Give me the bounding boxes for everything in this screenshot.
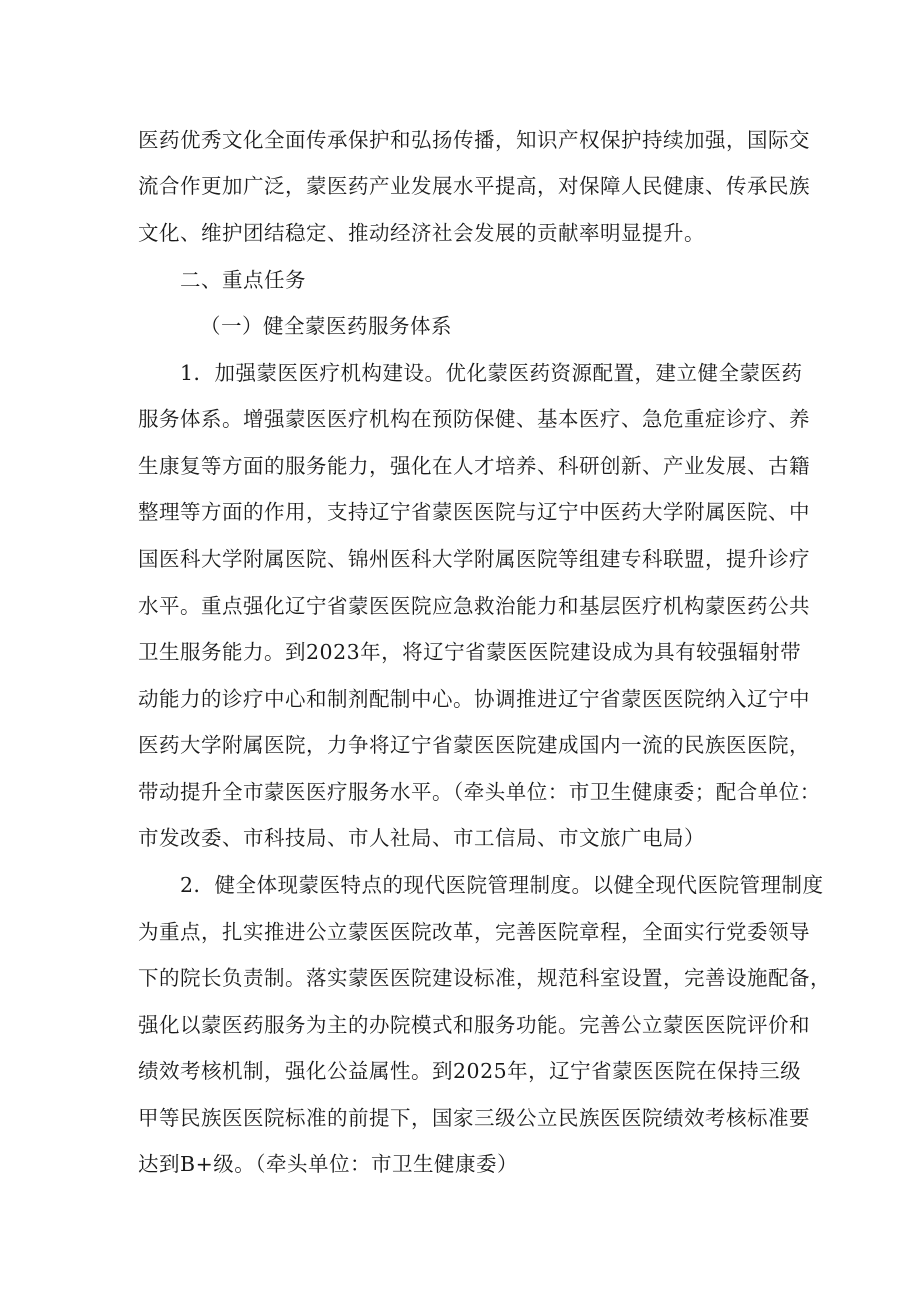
item-2-line: 达到B+级。（牵头单位：市卫生健康委） [138,1152,518,1176]
item-1-line: 生康复等方面的服务能力，强化在人才培养、科研创新、产业发展、古籍 [138,454,810,478]
item-2-line: 强化以蒙医药服务为主的办院模式和服务功能。完善公立蒙医医院评价和 [138,1013,810,1037]
item-1-line: 水平。重点强化辽宁省蒙医医院应急救治能力和基层医疗机构蒙医药公共 [138,594,810,618]
item-2-line: 2．健全体现蒙医特点的现代医院管理制度。以健全现代医院管理制度 [180,873,824,897]
item-1-line: 动能力的诊疗中心和制剂配制中心。协调推进辽宁省蒙医医院纳入辽宁中 [138,687,810,711]
paragraph-line: 医药优秀文化全面传承保护和弘扬传播，知识产权保护持续加强，国际交 [138,128,810,152]
item-2-line: 绩效考核机制，强化公益属性。到2025年，辽宁省蒙医医院在保持三级 [138,1059,802,1083]
item-1-line: 卫生服务能力。到2023年，将辽宁省蒙医医院建设成为具有较强辐射带 [138,640,802,664]
item-2-line: 甲等民族医医院标准的前提下，国家三级公立民族医医院绩效考核标准要 [138,1106,810,1130]
paragraph-line: 流合作更加广泛，蒙医药产业发展水平提高，对保障人民健康、传承民族 [138,174,810,198]
paragraph-line: 文化、维护团结稳定、推动经济社会发展的贡献率明显提升。 [138,221,705,245]
item-2-line: 下的院长负责制。落实蒙医医院建设标准，规范科室设置，完善设施配备， [138,966,831,990]
section-heading: 二、重点任务 [180,268,306,292]
item-1-line: 整理等方面的作用，支持辽宁省蒙医医院与辽宁中医药大学附属医院、中 [138,500,810,524]
item-1-line: 服务体系。增强蒙医医疗机构在预防保健、基本医疗、急危重症诊疗、养 [138,407,810,431]
item-1-line: 市发改委、市科技局、市人社局、市工信局、市文旅广电局） [138,826,705,850]
item-1-line: 国医科大学附属医院、锦州医科大学附属医院等组建专科联盟，提升诊疗 [138,547,810,571]
subsection-heading: （一）健全蒙医药服务体系 [200,314,452,338]
item-2-line: 为重点，扎实推进公立蒙医医院改革，完善医院章程，全面实行党委领导 [138,920,810,944]
item-1-line: 带动提升全市蒙医医疗服务水平。（牵头单位：市卫生健康委；配合单位： [138,780,821,804]
item-1-line: 1．加强蒙医医疗机构建设。优化蒙医药资源配置，建立健全蒙医药 [180,361,803,385]
item-1-line: 医药大学附属医院，力争将辽宁省蒙医医院建成国内一流的民族医医院， [138,733,810,757]
